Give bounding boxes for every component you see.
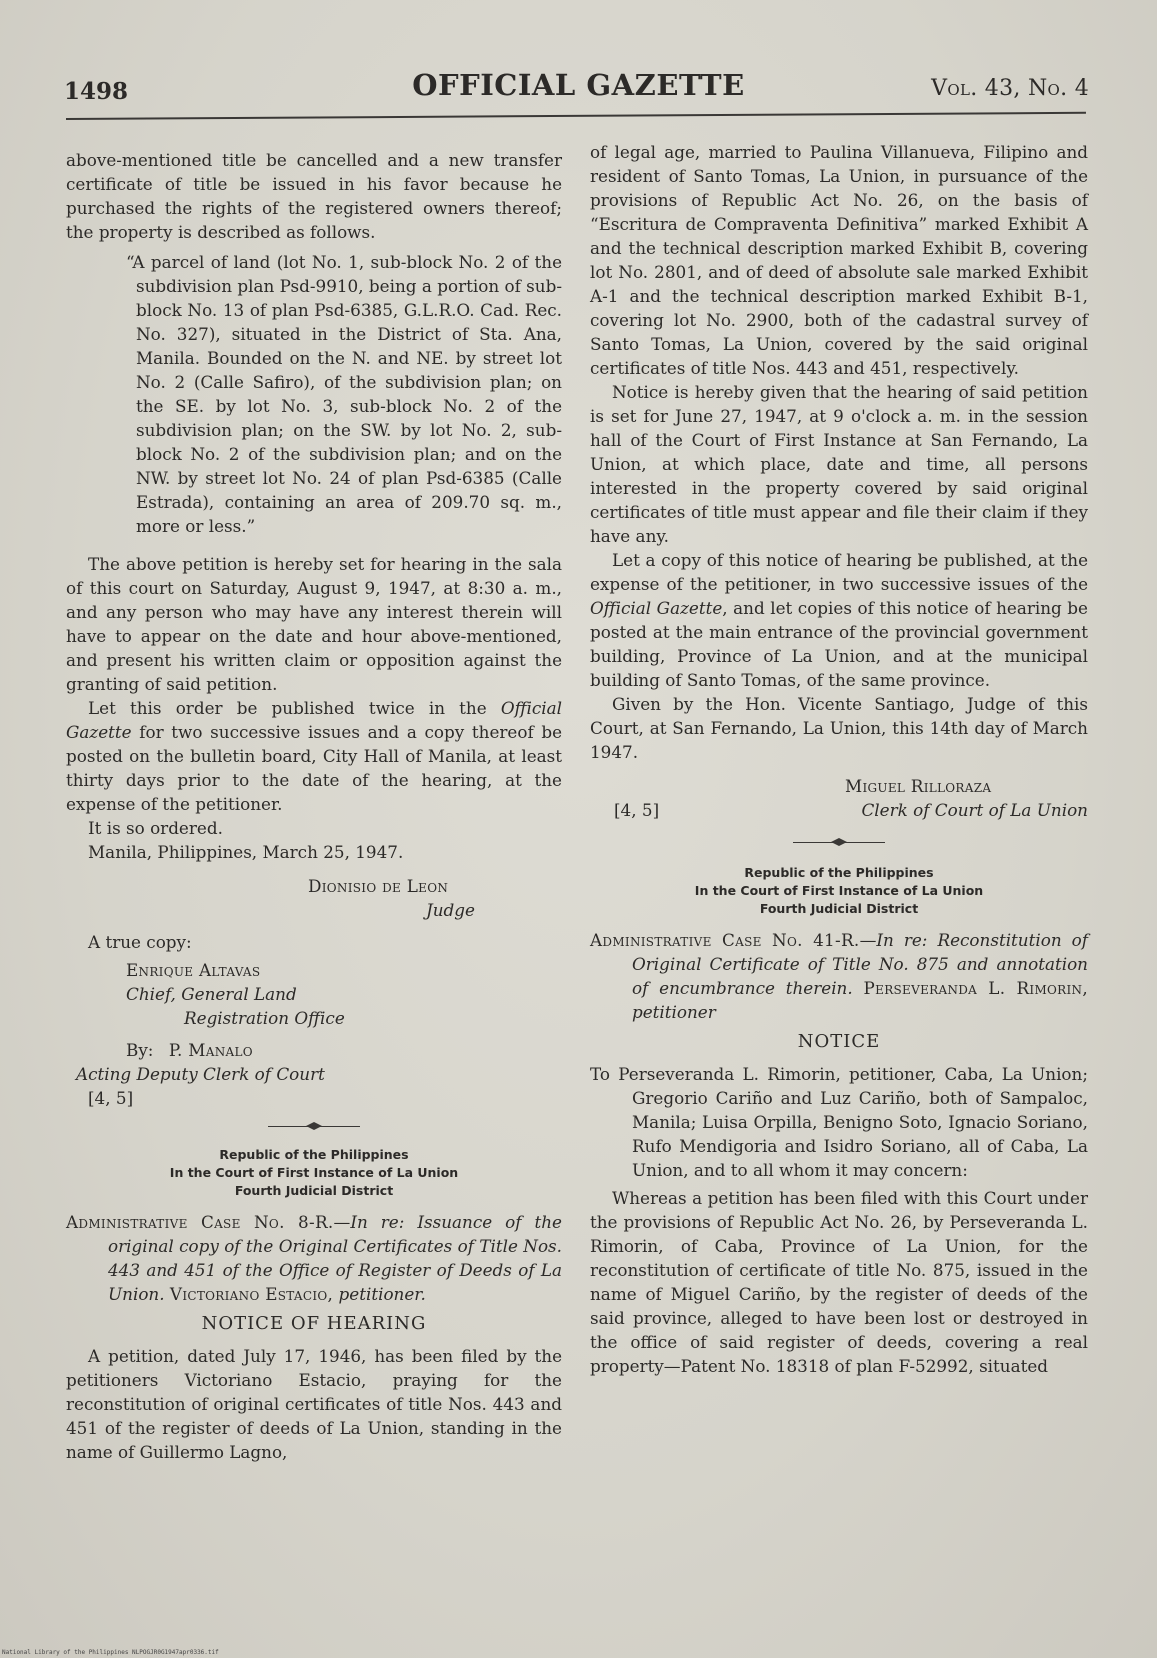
left-divider <box>66 1120 562 1132</box>
left-notice-title: NOTICE OF HEARING <box>201 1313 427 1334</box>
scan-footer: National Library of the Philippines NLPOGJR0G1947apr0336.tif <box>2 1649 219 1656</box>
case-petitioner: petitioner. <box>338 1284 426 1304</box>
right-divider <box>590 836 1088 848</box>
left-para-6: A petition, dated July 17, 1946, has been filed by the petitioners Victoriano Estacio, praying for the reconstitution of original certificates of title Nos. 443 and 451 of the register of deeds of La Union, standing in the name of Guillermo Lagno, <box>66 1346 562 1462</box>
copy-title-2: Registration Office <box>184 1008 345 1028</box>
left-case-caption <box>66 1210 562 1306</box>
left-issue-ref: [4, 5] <box>88 1088 134 1108</box>
court-line-3: Fourth Judicial District <box>759 901 919 916</box>
judge-signature <box>66 874 562 922</box>
copy-title-1: Chief, General Land <box>126 984 297 1004</box>
case-petitioner-name: Perseveranda L. Rimorin, <box>863 978 1088 998</box>
clerk-name: Miguel Rilloraza <box>845 776 992 796</box>
right-case-caption <box>590 928 1088 1024</box>
case-label: Administrative Case No. 8-R. <box>66 1212 334 1232</box>
left-para-3 <box>66 696 562 816</box>
left-para-1: above-mentioned title be cancelled and a new transfer certificate of title be issued in his favor because he purchased the rights of the registered owners thereof; the property is described as follows. <box>66 150 562 242</box>
case-dash: — <box>859 930 877 950</box>
page-number: 1498 <box>64 78 129 105</box>
left-court-header <box>66 1146 562 1200</box>
left-para-3-a: Let this order be published twice in the <box>88 698 501 718</box>
court-line-1: Republic of the Philippines <box>744 865 934 880</box>
true-copy-signature <box>66 958 562 1030</box>
clerk-title: Clerk of Court of La Union <box>861 800 1088 820</box>
left-para-4: It is so ordered. <box>88 818 223 838</box>
volume-text: Vol. 43, No. 4 <box>931 76 1089 101</box>
left-para-2: The above petition is hereby set for hearing in the sala of this court on Saturday, August 9, 1947, at 8:30 a. m., and any person who may have any interest therein will have to appear on the date and hour above-mentioned, and present his written claim or opposition against the granting of said petition. <box>66 554 562 694</box>
case-petitioner-name: Victoriano Estacio, <box>169 1284 334 1304</box>
by-label: By: <box>126 1040 154 1060</box>
true-copy-label: A true copy: <box>88 932 192 952</box>
right-para-3-a: Let a copy of this notice of hearing be published, at the expense of the petitioner, in two successive issues of the <box>590 550 1088 594</box>
by-title: Acting Deputy Clerk of Court <box>76 1064 325 1084</box>
by-line <box>66 1038 562 1062</box>
land-description-quote: “A parcel of land (lot No. 1, sub-block No. 2 of the subdivision plan Psd-9910, being a portion of sub-block No. 13 of plan Psd-6385, G.L.R.O. Cad. Rec. No. 327), situated in the District of Sta. Ana, Manila. Bounded on the N. and NE. by street lot No. 2 (Calle Safiro), of the subdivision plan; on the SE. by lot No. 3, sub-block No. 2 of the subdivision plan; on the SW. by lot No. 2, sub-block No. 2 of the subdivision plan; and on the NW. by street lot No. 24 of plan Psd-6385 (Calle Estrada), containing an area of 209.70 sq. m., more or less.” <box>126 252 562 536</box>
case-subject: In re: Issuance of the original copy of the Original Certificates of Title Nos. 443 and 451 of the Office of Register of Deeds of La Union. <box>108 1212 562 1304</box>
right-para-3 <box>590 548 1088 692</box>
judge-title: Judge <box>426 900 475 920</box>
left-para-3-italic: Official Gazette <box>66 698 562 742</box>
court-line-1: Republic of the Philippines <box>219 1147 409 1162</box>
right-court-header <box>590 864 1088 918</box>
volume-label <box>931 68 1089 102</box>
court-line-2: In the Court of First Instance of La Union <box>169 1165 459 1180</box>
right-para-3-italic: Official Gazette <box>590 598 723 618</box>
right-issue-ref: [4, 5] <box>614 800 660 820</box>
notice-addressees: To Perseveranda L. Rimorin, petitioner, Caba, La Union; Gregorio Cariño and Luz Cariño, both of Sampaloc, Manila; Luisa Orpilla, Benigno Soto, Ignacio Soriano, Rufo Mendigoria and Isidro Soriano, all of Caba, La Union, and to all whom it may concern: <box>590 1064 1088 1180</box>
copy-name: Enrique Altavas <box>126 960 261 980</box>
header-rule <box>66 112 1086 120</box>
page-title: OFFICIAL GAZETTE <box>412 68 745 102</box>
right-para-2: Notice is hereby given that the hearing of said petition is set for June 27, 1947, at 9 o'clock a. m. in the session hall of the Court of First Instance at San Fernando, La Union, at which place, date and time, all persons interested in the property covered by said original certificates of title must appear and file their claim if they have any. <box>590 382 1088 546</box>
divider-ornament <box>793 836 885 848</box>
judge-name: Dionisio de Leon <box>308 876 449 896</box>
case-petitioner: petitioner <box>632 1002 716 1022</box>
case-dash: — <box>333 1212 351 1232</box>
right-column <box>590 140 1088 1378</box>
clerk-line <box>590 798 1088 822</box>
case-subject: In re: Reconstitution of Original Certificate of Title No. 875 and annotation of encumbrance therein. <box>632 930 1088 998</box>
court-line-3: Fourth Judicial District <box>234 1183 394 1198</box>
right-para-5: Whereas a petition has been filed with this Court under the provisions of Republic Act No. 26, by Perseveranda L. Rimorin, of Caba, Province of La Union, for the reconstitution of certificate of title No. 875, issued in the name of Miguel Cariño, by the register of deeds of the said province, alleged to have been lost or destroyed in the office of said register of deeds, covering a real property—Patent No. 18318 of plan F-52992, situated <box>590 1188 1088 1376</box>
right-para-3-b: , and let copies of this notice of hearing be posted at the main entrance of the provincial government building, Province of La Union, and at the municipal building of Santo Tomas, of the same province. <box>590 598 1088 690</box>
left-para-3-b: for two successive issues and a copy thereof be posted on the bulletin board, City Hall of Manila, at least thirty days prior to the date of the hearing, at the expense of the petitioner. <box>66 722 562 814</box>
left-column <box>66 148 562 1464</box>
right-para-4: Given by the Hon. Vicente Santiago, Judge of this Court, at San Fernando, La Union, this 14th day of March 1947. <box>590 694 1088 762</box>
by-name: P. Manalo <box>168 1040 253 1060</box>
divider-ornament <box>268 1120 360 1132</box>
right-notice-title: NOTICE <box>797 1031 881 1052</box>
court-line-2: In the Court of First Instance of La Union <box>694 883 984 898</box>
left-para-5: Manila, Philippines, March 25, 1947. <box>88 842 404 862</box>
right-para-1: of legal age, married to Paulina Villanueva, Filipino and resident of Santo Tomas, La Union, in pursuance of the provisions of Republic Act No. 26, on the basis of “Escritura de Compraventa Definitiva” marked Exhibit A and the technical description marked Exhibit B, covering lot No. 2801, and of deed of absolute sale marked Exhibit A-1 and the technical description marked Exhibit B-1, covering lot No. 2900, both of the cadastral survey of Santo Tomas, La Union, covered by the said original certificates of title Nos. 443 and 451, respectively. <box>590 142 1088 378</box>
case-label: Administrative Case No. 41-R. <box>590 930 860 950</box>
